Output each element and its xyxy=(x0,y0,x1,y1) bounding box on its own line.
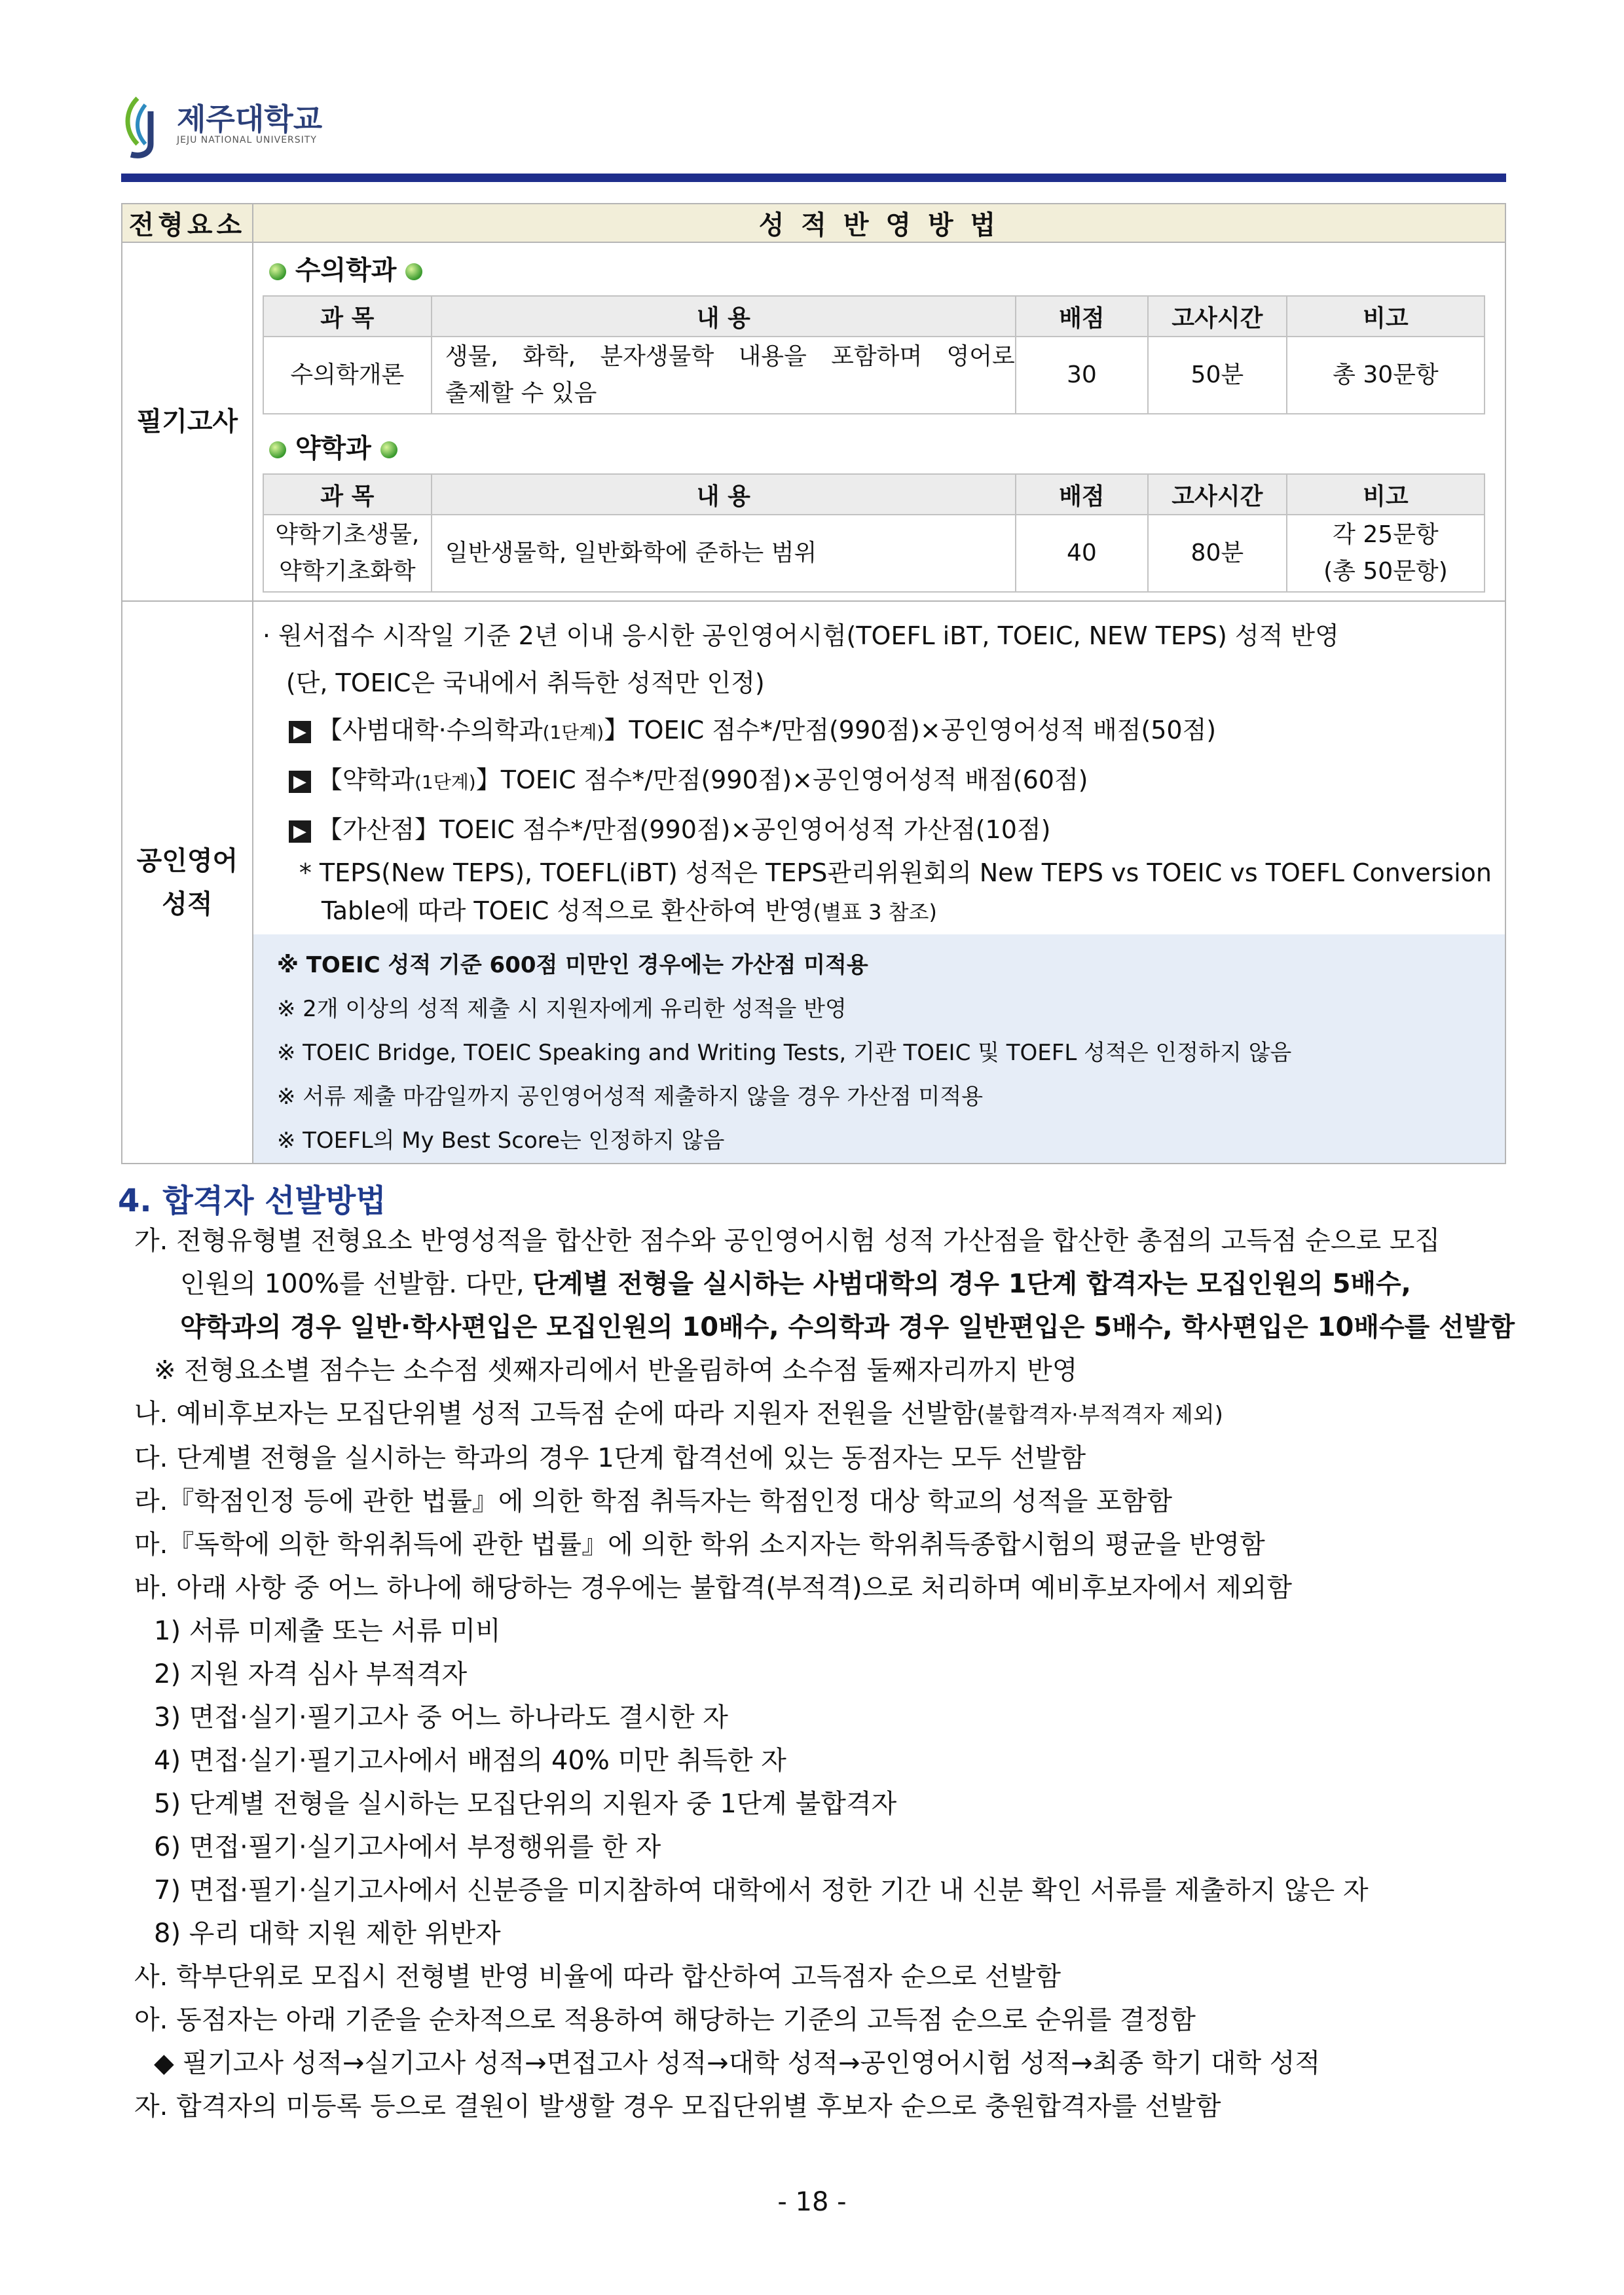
section-heading: 4. 합격자 선발방법 xyxy=(118,1183,386,1219)
list-item: 6) 면접·필기·실기고사에서 부정행위를 한 자 xyxy=(154,1832,661,1862)
paragraph-ja: 자. 합격자의 미등록 등으로 결원이 발생할 경우 모집단위별 후보자 순으로 충원합격자를 선발함 xyxy=(134,2091,1221,2121)
header-subject: 과 목 xyxy=(263,296,432,337)
list-item: 1) 서류 미제출 또는 서류 미비 xyxy=(154,1616,501,1646)
note-item: ※ TOEFL의 My Best Score는 인정하지 않음 xyxy=(276,1128,725,1154)
cell-subject: 수의학개론 xyxy=(263,337,432,414)
vet-section-title: 수의학과 xyxy=(253,243,1505,295)
page-number: - 18 - xyxy=(777,2187,847,2217)
cell-content: 생물, 화학, 분자생물학 내용을 포함하며 영어로 출제할 수 있음 xyxy=(432,337,1016,414)
english-rule-line: · 원서접수 시작일 기준 2년 이내 응시한 공인영어시험(TOEFL iBT, TOEIC, NEW TEPS) 성적 반영 xyxy=(262,621,1339,650)
formula-line: ▶ 【사범대학·수의학과(1단계)】TOEIC 점수*/만점(990점)×공인영어성적 배점(50점) xyxy=(263,707,1492,756)
pharm-section-title: 약학과 xyxy=(253,421,1505,473)
english-rule-line: (단, TOEIC은 국내에서 취득한 성적만 인정) xyxy=(286,669,765,697)
paragraph-ga-note: ※ 전형요소별 점수는 소수점 셋째자리에서 반올림하여 소수점 둘째자리까지 반영 xyxy=(154,1355,1078,1386)
paragraph-ga-cont: 인원의 100%를 선발함. 다만, 단계별 전형을 실시하는 사범대학의 경우 1단계 합격자는 모집인원의 5배수, xyxy=(180,1269,1411,1299)
jeju-emblem-icon xyxy=(111,92,170,164)
header-time: 고사시간 xyxy=(1148,296,1287,337)
note-item: ※ 2개 이상의 성적 제출 시 지원자에게 유리한 성적을 반영 xyxy=(276,996,847,1022)
cell-score: 40 xyxy=(1016,515,1148,592)
cell-score: 30 xyxy=(1016,337,1148,414)
cell-time: 80분 xyxy=(1148,515,1287,592)
arrow-right-icon: ▶ xyxy=(289,820,311,843)
table-row xyxy=(263,337,1485,414)
cell-note: 총 30문항 xyxy=(1287,337,1485,414)
formula-line: ▶ 【약학과(1단계)】TOEIC 점수*/만점(990점)×공인영어성적 배점(60점) xyxy=(263,756,1492,806)
bullet-icon xyxy=(380,441,397,458)
header-content: 내 용 xyxy=(432,296,1016,337)
header-note: 비고 xyxy=(1287,296,1485,337)
logo-text: 제주대학교 xyxy=(177,101,323,137)
list-item: 4) 면접·실기·필기고사에서 배점의 40% 미만 취득한 자 xyxy=(154,1746,786,1776)
list-item: 3) 면접·실기·필기고사 중 어느 하나라도 결시한 자 xyxy=(154,1702,728,1733)
bullet-icon xyxy=(269,263,286,280)
header-score: 배점 xyxy=(1016,474,1148,515)
arrow-right-icon: ▶ xyxy=(289,721,311,743)
header-content: 내 용 xyxy=(432,474,1016,515)
col-header-method: 성 적 반 영 방 법 xyxy=(253,204,1505,242)
header-score: 배점 xyxy=(1016,296,1148,337)
english-score-content xyxy=(253,601,1505,1164)
list-item: 8) 우리 대학 지원 제한 위반자 xyxy=(154,1919,501,1949)
header-note: 비고 xyxy=(1287,474,1485,515)
bullet-icon xyxy=(269,441,286,458)
pharm-exam-table xyxy=(263,473,1485,593)
paragraph-ma: 마.『독학에 의한 학위취득에 관한 법률』에 의한 학위 소지자는 학위취득종합시험의 평균을 반영함 xyxy=(134,1530,1265,1560)
english-rules xyxy=(253,602,1505,934)
paragraph-a: 아. 동점자는 아래 기준을 순차적으로 적용하여 해당하는 기준의 고득점 순으로 순위를 결정함 xyxy=(134,2005,1196,2035)
paragraph-ga-cont: 약학과의 경우 일반·학사편입은 모집인원의 10배수, 수의학과 경우 일반편입은 5배수, 학사편입은 10배수를 선발함 xyxy=(180,1312,1515,1342)
evaluation-table xyxy=(121,203,1506,1164)
written-exam-label: 필기고사 xyxy=(122,242,253,601)
logo-subtitle: JEJU NATIONAL UNIVERSITY xyxy=(177,135,317,145)
col-header-element: 전형요소 xyxy=(122,204,253,242)
cell-note: 각 25문항 (총 50문항) xyxy=(1287,515,1485,592)
header-bar xyxy=(121,174,1506,182)
paragraph-da: 다. 단계별 전형을 실시하는 학과의 경우 1단계 합격선에 있는 동점자는 모두 선발함 xyxy=(134,1443,1086,1473)
english-score-label: 공인영어 성적 xyxy=(122,601,253,1164)
list-item: 5) 단계별 전형을 실시하는 모집단위의 지원자 중 1단계 불합격자 xyxy=(154,1789,897,1819)
paragraph-na: 나. 예비후보자는 모집단위별 성적 고득점 순에 따라 지원자 전원을 선발함(불합격자·부적격자 제외) xyxy=(134,1399,1223,1429)
formula-line: ▶ 【가산점】TOEIC 점수*/만점(990점)×공인영어성적 가산점(10점) xyxy=(263,806,1492,853)
header-subject: 과 목 xyxy=(263,474,432,515)
note-item: ※ 서류 제출 마감일까지 공인영어성적 제출하지 않을 경우 가산점 미적용 xyxy=(276,1084,984,1110)
written-exam-content xyxy=(253,242,1505,601)
list-item: 2) 지원 자격 심사 부적격자 xyxy=(154,1659,468,1689)
paragraph-ra: 라.『학점인정 등에 관한 법률』에 의한 학점 취득자는 학점인정 대상 학교의 성적을 포함함 xyxy=(134,1486,1172,1516)
conversion-note: * TEPS(New TEPS), TOEFL(iBT) 성적은 TEPS관리위원회의 New TEPS vs TOEIC vs TOEFL Conversion xyxy=(299,858,1492,887)
bullet-icon xyxy=(405,263,422,280)
cell-content: 일반생물학, 일반화학에 준하는 범위 xyxy=(432,515,1016,592)
paragraph-ga: 가. 전형유형별 전형요소 반영성적을 합산한 점수와 공인영어시험 성적 가산점을 합산한 총점의 고득점 순으로 모집 xyxy=(134,1226,1441,1256)
paragraph-ba: 바. 아래 사항 중 어느 하나에 해당하는 경우에는 불합격(부적격)으로 처리하며 예비후보자에서 제외함 xyxy=(134,1573,1293,1603)
english-notes-box xyxy=(253,934,1505,1163)
vet-exam-table xyxy=(263,295,1485,414)
paragraph-sa: 사. 학부단위로 모집시 전형별 반영 비율에 따라 합산하여 고득점자 순으로 선발함 xyxy=(134,1962,1061,1992)
list-item: 7) 면접·필기·실기고사에서 신분증을 미지참하여 대학에서 정한 기간 내 신분 확인 서류를 제출하지 않은 자 xyxy=(154,1875,1369,1905)
conversion-note: Table에 따라 TOEIC 성적으로 환산하여 반영(별표 3 참조) xyxy=(321,896,937,925)
university-logo xyxy=(111,92,321,164)
note-item: ※ TOEIC 성적 기준 600점 미만인 경우에는 가산점 미적용 xyxy=(276,952,868,978)
arrow-right-icon: ▶ xyxy=(289,771,311,793)
cell-subject: 약학기초생물, 약학기초화학 xyxy=(263,515,432,592)
cell-time: 50분 xyxy=(1148,337,1287,414)
tiebreak-order: ◆ 필기고사 성적→실기고사 성적→면접고사 성적→대학 성적→공인영어시험 성적→최종 학기 대학 성적 xyxy=(154,2048,1321,2078)
header-time: 고사시간 xyxy=(1148,474,1287,515)
selection-method-body xyxy=(134,1219,1516,2128)
table-row xyxy=(263,515,1485,592)
note-item: ※ TOEIC Bridge, TOEIC Speaking and Writing Tests, 기관 TOEIC 및 TOEFL 성적은 인정하지 않음 xyxy=(276,1040,1292,1066)
